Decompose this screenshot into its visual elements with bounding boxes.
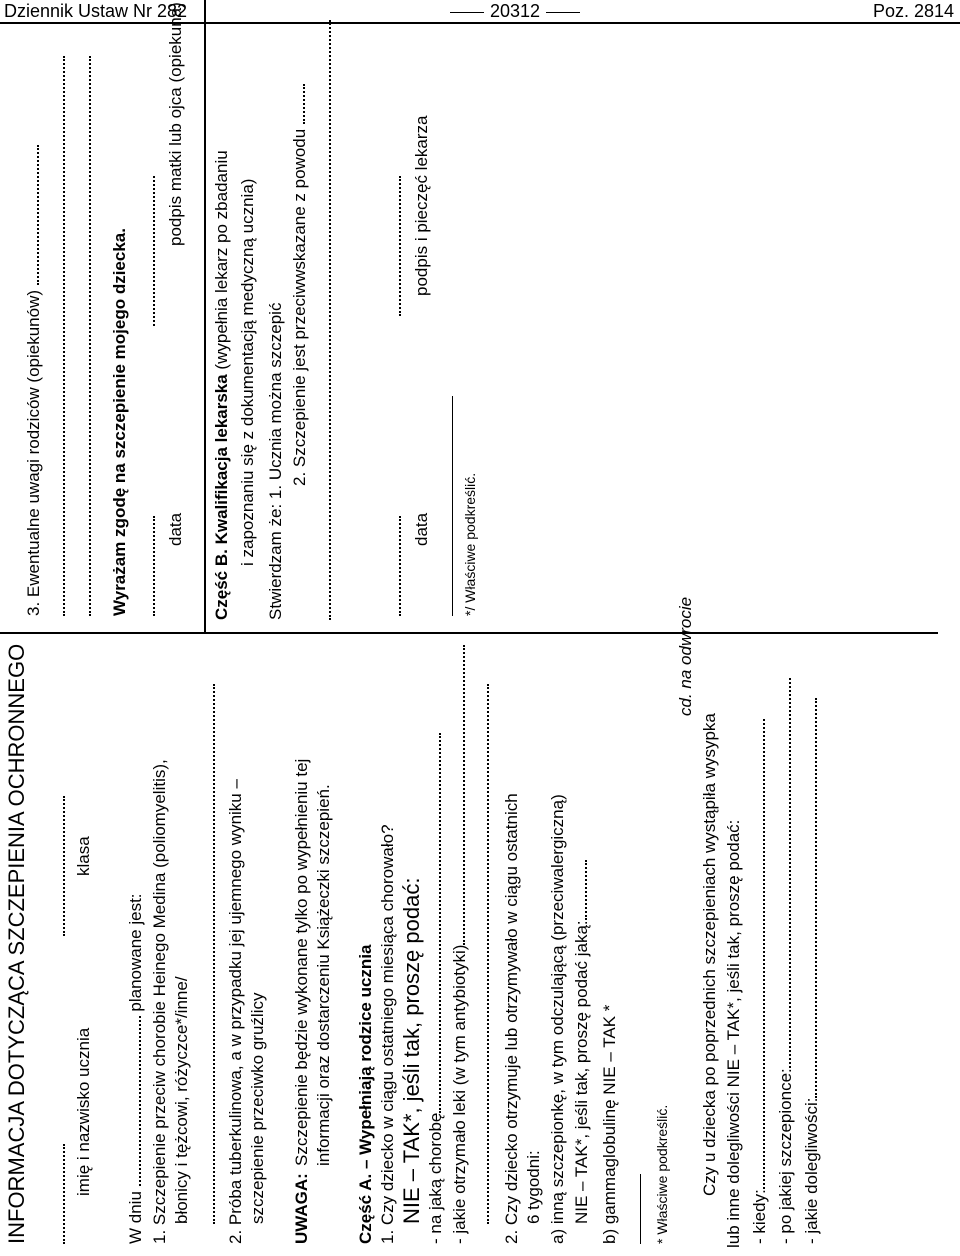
statement-line1: Stwierdzam że: 1. Uczniа można szczepić — [266, 302, 285, 620]
continued-note: cd. na odwrocie — [676, 596, 695, 716]
class-line — [50, 796, 70, 936]
item2-line1: 2. Próba tuberkulinowa, a w przypadku jej ujemnego wyniku – — [226, 779, 245, 1244]
consent-date-line — [140, 516, 160, 616]
column-divider — [0, 632, 938, 634]
day-prefix: W dniu — [126, 1191, 145, 1244]
a2-question-line1: 2. Czy dziecko otrzymuje lub otrzymywało w ciągu ostatnich — [502, 793, 521, 1244]
item3-text: 3. Ewentualne uwagi rodziców (opiekunów) — [24, 289, 43, 616]
reason-line — [316, 20, 336, 620]
remarks-line1 — [50, 56, 70, 616]
parent-signature-label: podpis matki lub ojca (opiekuna) — [166, 2, 185, 246]
doctor-signature-line — [386, 176, 406, 316]
uwaga-label: UWAGA: — [292, 1173, 311, 1244]
remarks-line2 — [76, 56, 96, 616]
statement-line2-text: 2. Szczepienie jest przeciwwskazane z powodu — [290, 128, 309, 486]
footnote2: */ Właściwe podkreślić. — [462, 472, 478, 616]
consent-statement: Wyrażam zgodę na szczepienie mojego dziecka. — [110, 228, 129, 616]
q3-bullet3-text: - jakie dolegliwości: — [802, 1097, 821, 1244]
part-b-title-bold: Część B. Kwalifikacja lekarska — [212, 374, 231, 620]
a1-bullet2 — [450, 645, 470, 1244]
class-label: klasa — [74, 836, 93, 876]
item3 — [24, 145, 44, 616]
statement-line2 — [290, 84, 310, 486]
day-line — [126, 893, 146, 1244]
uwaga-line2: informacji oraz dostarczeniu Książeczki szczepień. — [314, 784, 333, 1166]
consent-date-label: data — [166, 512, 185, 546]
a2-options — [572, 860, 592, 1224]
footnote-rule — [640, 1174, 641, 1244]
a1-bullet1 — [426, 733, 446, 1244]
parent-signature-line — [140, 176, 160, 326]
a2-option-a: a) inną szczepionkę, w tym odczulającą (przeciwalergiczną) — [548, 794, 567, 1244]
q3-bullet2 — [776, 678, 796, 1244]
item1-other-line — [200, 684, 220, 1224]
page-number-text: 20312 — [490, 1, 541, 21]
doctor-date-line — [386, 516, 406, 616]
a2-options-text: NIE – TAK*, jeśli tak, proszę podać jaką: — [572, 920, 591, 1224]
position-number: Poz. 2814 — [872, 1, 954, 21]
name-label: imię i nazwisko ucznia — [74, 1027, 93, 1196]
uwaga-line1: Szczepienie będzie wykonane tylko po wypełnieniu tej — [292, 758, 311, 1166]
footnote: * Właściwe podkreślić. — [654, 1104, 670, 1244]
q3-bullet3 — [802, 698, 822, 1244]
doctor-signature-label: podpis i pieczęć lekarza — [412, 115, 431, 296]
form-title: INFORMACJA DOTYCZĄCA SZCZEPIENIA OCHRONNEGO — [4, 643, 29, 1244]
a1-question: 1. Czy dziecko w ciągu ostatniego miesiąca chorowało? — [378, 824, 397, 1244]
day-suffix: planowane jest: — [126, 893, 145, 1012]
q3-bullet2-text: - po jakiej szczepionce: — [776, 1068, 795, 1244]
q3-line2: lub inne dolegliwości NIE – TAK*, jeśli tak, proszę podać: — [724, 819, 743, 1248]
name-line — [50, 1144, 70, 1244]
q3-bullet1-text: - kiedy: — [750, 1189, 769, 1244]
item2-line2: szczepienie przeciwko gruźlicy — [248, 992, 267, 1224]
a2-option-b: b) gammaglobulinę NIE – TAK * — [600, 1004, 619, 1244]
journal-title: Dziennik Ustaw Nr 282 — [4, 1, 188, 21]
a1-extra-line — [474, 684, 494, 1224]
q3-bullet1 — [750, 719, 770, 1244]
part-b-title-rest: (wypełnia lekarz po zbadaniu — [212, 150, 231, 370]
doctor-date-label: data — [412, 512, 431, 546]
a1-options: NIE – TAK*, jeśli tak, proszę podać: — [399, 877, 424, 1224]
part-b-title — [212, 150, 232, 620]
q3-line1: Czy u dziecka po poprzednich szczepieniach wystąpiła wysypka — [700, 713, 719, 1196]
a1-bullet1-text: - na jaką chorobę — [426, 1112, 445, 1244]
a1-bullet2-text: - jakie otrzymało leki (w tym antybiotyki) — [450, 944, 469, 1244]
part-b-line2: i zapoznaniu się z dokumentacją medyczną ucznia) — [238, 178, 257, 566]
item1-line1: 1. Szczepienie przeciw chorobie Heinego Medina (poliomyelitis), — [150, 759, 169, 1244]
footnote2-rule — [452, 396, 453, 616]
part-b-rule — [204, 0, 206, 632]
item1-line2: błonicy i tężcowi, różyczce*/inne/ — [172, 976, 191, 1224]
part-a-title: Część A. – Wypełniają rodzice ucznia — [356, 944, 375, 1244]
a2-question-line2: 6 tygodni: — [524, 1150, 543, 1224]
